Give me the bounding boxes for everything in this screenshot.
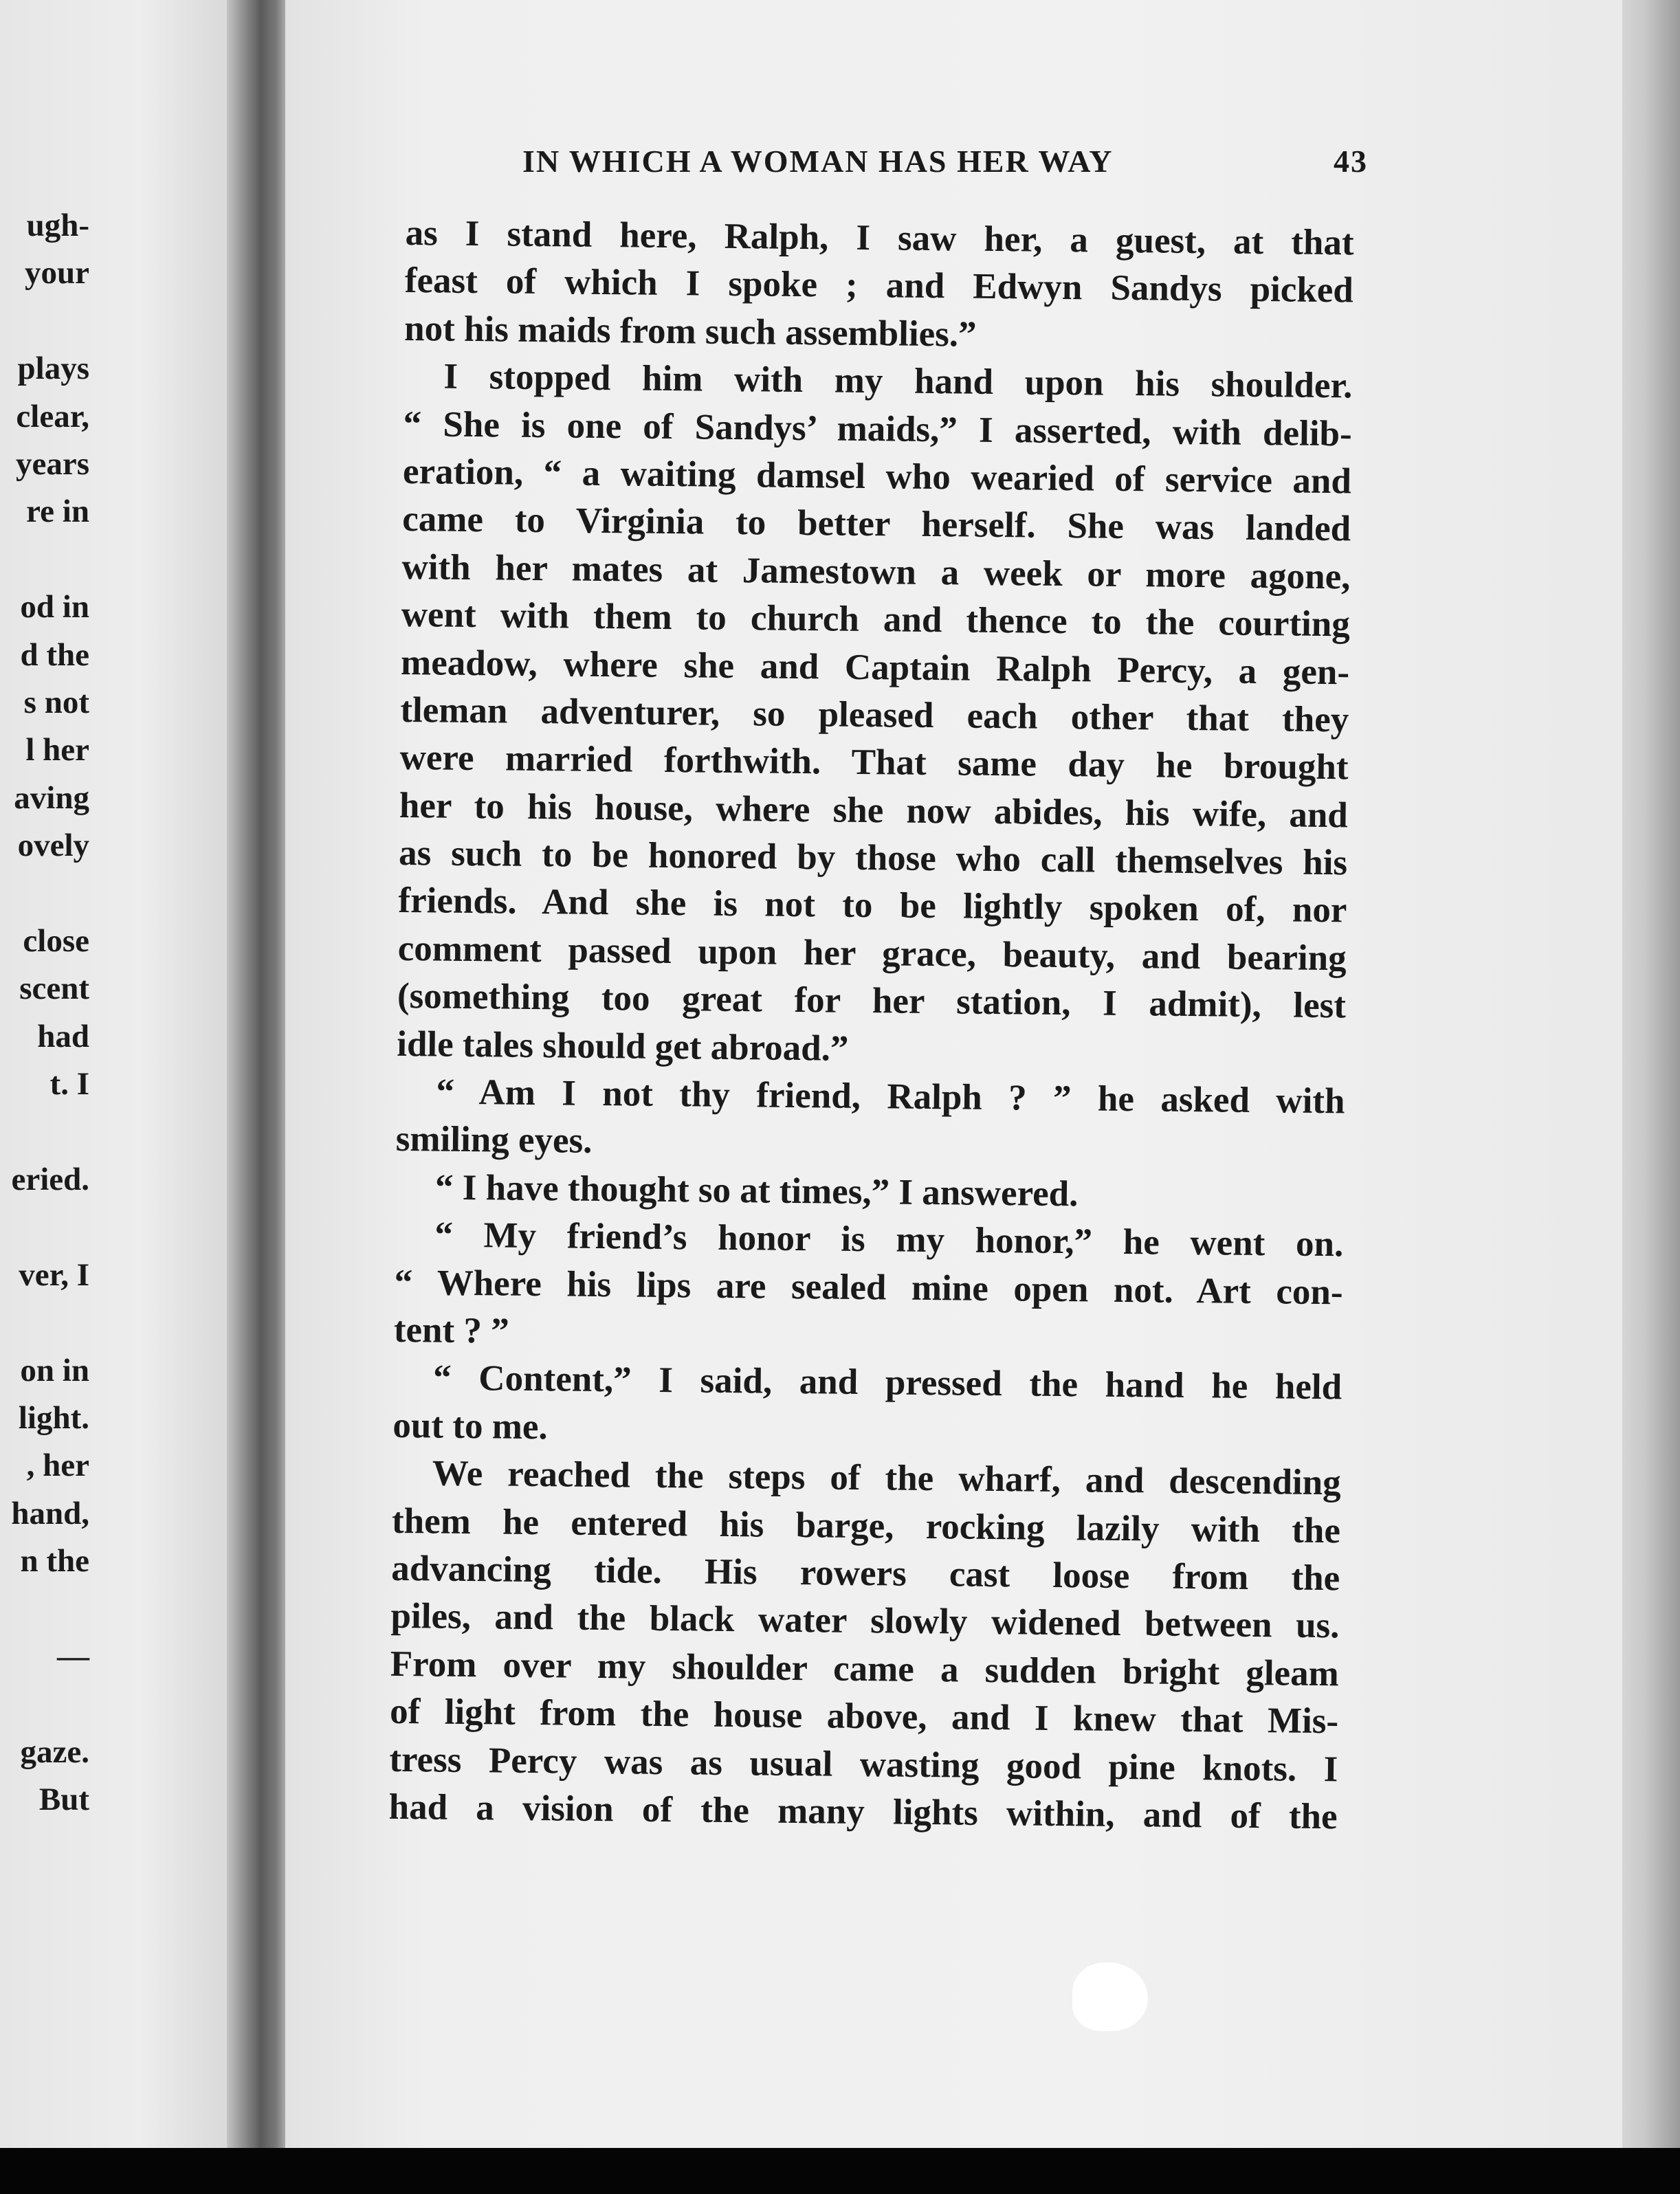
left-page <box>0 0 234 2158</box>
text-line: We reached the steps of the wharf, and descending <box>432 1453 1341 1503</box>
left-page-fragment: re in <box>26 494 89 530</box>
text-line: “ Where his lips are sealed mine open not. Art con- <box>394 1262 1343 1312</box>
left-page-fragment: gaze. <box>20 1733 89 1770</box>
left-page-fragment: clear, <box>16 398 89 434</box>
text-line: as I stand here, Ralph, I saw her, a guest, at that <box>405 212 1354 263</box>
book-gutter <box>227 0 289 2194</box>
text-line: her to his house, where she now abides, his wife, and <box>399 785 1349 836</box>
running-header <box>522 143 1368 184</box>
scan-blemish <box>1072 1962 1148 2031</box>
chapter-title: IN WHICH A WOMAN HAS HER WAY <box>522 144 1114 179</box>
text-line: eration, “ a waiting damsel who wearied of service and <box>402 451 1352 502</box>
text-line: piles, and the black water slowly widened between us. <box>390 1596 1340 1646</box>
text-line: tleman adventurer, so pleased each other that they <box>400 689 1349 740</box>
left-page-fragment: your <box>25 255 89 291</box>
text-line: (something too great for her station, I admit), lest <box>397 976 1347 1026</box>
text-line: idle tales should get abroad.” <box>396 1023 849 1069</box>
left-page-fragment: t. I <box>49 1066 89 1102</box>
text-line: From over my shoulder came a sudden bright gleam <box>390 1643 1340 1694</box>
left-page-fragment: s not <box>23 685 89 720</box>
left-page-fragment: , her <box>26 1448 89 1484</box>
left-page-fragment: ver, I <box>19 1256 89 1293</box>
text-line: meadow, where she and Captain Ralph Percy, a gen- <box>400 642 1350 692</box>
left-page-fragment: d the <box>20 636 89 673</box>
left-page-fragment: close <box>23 923 89 959</box>
text-line: friends. And she is not to be lightly spoken of, nor <box>398 880 1347 931</box>
text-line: as such to be honored by those who call themselves his <box>398 833 1348 883</box>
text-line: out to me. <box>393 1405 548 1448</box>
left-page-fragment: ovely <box>17 828 89 864</box>
text-line: “ My friend’s honor is my honor,” he went on. <box>434 1215 1344 1265</box>
text-line: comment passed upon her grace, beauty, and bearing <box>397 928 1347 979</box>
left-page-fragment: plays <box>17 351 89 387</box>
scan-border <box>0 2148 1680 2194</box>
text-line: I stopped him with my hand upon his shoulder. <box>443 356 1353 406</box>
left-page-fragment: eried. <box>11 1162 89 1197</box>
left-page-fragment: n the <box>20 1543 89 1580</box>
left-page-fragment: years <box>15 446 89 482</box>
text-line: “ She is one of Sandys’ maids,” I asserted, with delib- <box>403 403 1352 454</box>
left-page-fragment: on in <box>20 1352 89 1388</box>
text-line: tent ? ” <box>393 1309 510 1351</box>
page-number: 43 <box>1334 144 1368 179</box>
text-line: were married forthwith. That same day he brought <box>399 738 1349 788</box>
left-page-fragment: od in <box>20 589 89 625</box>
left-page-fragment: scent <box>19 971 89 1007</box>
text-line: smiling eyes. <box>395 1119 593 1162</box>
page-edge <box>1622 0 1680 2194</box>
text-line: of light from the house above, and I knew that Mis- <box>389 1691 1339 1742</box>
text-line: went with them to church and thence to the courting <box>401 595 1351 645</box>
text-line: “ I have thought so at times,” I answered. <box>434 1167 1079 1215</box>
text-line: them he entered his barge, rocking lazily with the <box>391 1500 1341 1551</box>
page-body-text <box>388 210 1354 1841</box>
text-line: feast of which I spoke ; and Edwyn Sandys picked <box>404 261 1354 311</box>
text-line: “ Content,” I said, and pressed the hand he held <box>432 1358 1342 1408</box>
left-page-fragment: — <box>57 1639 89 1674</box>
text-line: came to Virginia to better herself. She was landed <box>401 499 1351 549</box>
text-line: advancing tide. His rowers cast loose from the <box>390 1548 1340 1599</box>
left-page-fragment: had <box>37 1018 89 1054</box>
text-line: not his maids from such assemblies.” <box>404 308 977 355</box>
text-line: “ Am I not thy friend, Ralph ? ” he asked with <box>436 1072 1345 1122</box>
text-line: tress Percy was as usual wasting good pine knots. I <box>389 1739 1338 1789</box>
left-page-fragment: But <box>38 1782 89 1818</box>
text-line: had a vision of the many lights within, and of the <box>388 1786 1338 1837</box>
text-line: with her mates at Jamestown a week or more agone, <box>401 546 1351 597</box>
left-page-fragment: l her <box>25 732 89 768</box>
left-page-fragment: aving <box>14 779 89 816</box>
left-page-fragment: light. <box>18 1400 89 1436</box>
left-page-fragment: ugh- <box>26 208 89 243</box>
left-page-fragment: hand, <box>11 1495 89 1531</box>
